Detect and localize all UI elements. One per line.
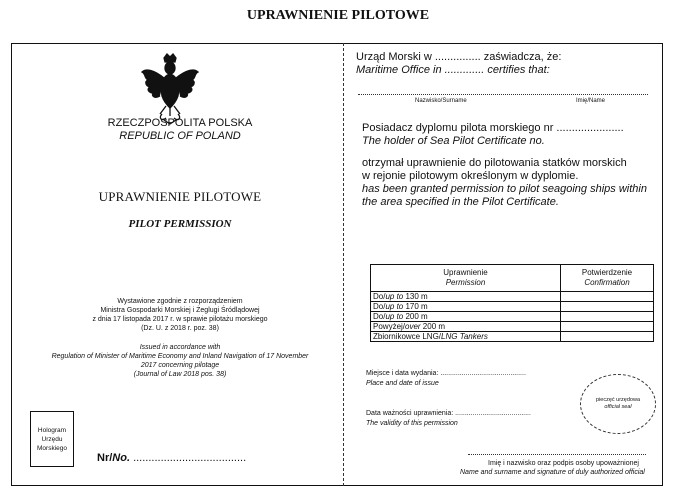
place-date-en: Place and date of issue (366, 380, 439, 387)
signature-label-en: Name and surname and signature of duly authorized official (460, 469, 645, 476)
granted-en-line2: the area specified in the Pilot Certificate. (362, 196, 559, 208)
table-header-row (371, 265, 654, 292)
issued-pl-line4: (Dz. U. z 2018 r. poz. 38) (141, 325, 219, 332)
issued-pl-line2: Ministra Gospodarki Morskiej i Żeglugi Śródlądowej (100, 307, 260, 314)
confirmation-cell (561, 312, 654, 322)
number-dots: ..................................... (130, 452, 247, 464)
validity-pl: Data ważności uprawnienia: ....................................... (366, 410, 531, 417)
table-row (371, 292, 654, 302)
official-seal-placeholder (580, 374, 656, 434)
row-value: 200 m (403, 312, 428, 321)
confirmation-cell (561, 292, 654, 302)
document-title-en: PILOT PERMISSION (128, 218, 232, 230)
signature-line (468, 452, 646, 455)
table-row (371, 332, 654, 342)
fold-divider (343, 43, 344, 486)
granted-en (362, 183, 647, 209)
row-label-en: up to (385, 292, 404, 301)
hologram-box (30, 411, 74, 467)
issued-en-line4: (Journal of Law 2018 pos. 38) (133, 371, 227, 378)
issued-en-line1: Issued in accordance with (139, 344, 221, 351)
permission-cell (371, 302, 561, 312)
row-label-en: over (405, 322, 421, 331)
office-statement-pl: Urząd Morski w ............... zaświadcza, że: (356, 51, 562, 63)
permission-cell (371, 322, 561, 332)
confirmation-cell (561, 302, 654, 312)
permission-header-en: Permission (445, 278, 486, 287)
country-name-pl: RZECZPOSPOLITA POLSKA (107, 117, 253, 129)
granted-en-line1: has been granted permission to pilot seagoing ships within (362, 183, 647, 195)
seal-label-pl: pieczęć urzędowa (595, 397, 641, 403)
hologram-line1: Hologram (37, 426, 67, 434)
validity-en: The validity of this permission (366, 420, 458, 427)
office-statement-en: Maritime Office in ............. certifies that: (356, 64, 550, 76)
table-row (371, 312, 654, 322)
issued-en-line2: Regulation of Minister of Maritime Economy and Inland Navigation of 17 November (51, 353, 309, 360)
table-row (371, 322, 654, 332)
row-label-en: up to (385, 312, 404, 321)
permission-header-pl: Uprawnienie (443, 268, 488, 277)
confirmation-header-pl: Potwierdzenie (581, 268, 633, 277)
number-label-en: No. (112, 452, 131, 464)
row-label-en: up to (385, 302, 404, 311)
document-title-pl: UPRAWNIENIE PILOTOWE (98, 189, 262, 204)
document-number (97, 452, 246, 464)
table-row (371, 302, 654, 312)
issued-pl-line3: z dnia 17 listopada 2017 r. w sprawie pilotażu morskiego (92, 316, 268, 323)
confirmation-cell (561, 332, 654, 342)
issued-legal-basis-en (20, 343, 340, 379)
signature-label-pl: Imię i nazwisko oraz podpis osoby upoważnionej (488, 460, 639, 467)
issued-pl-line1: Wystawione zgodnie z rozporządzeniem (117, 298, 243, 305)
issued-en-line3: 2017 concerning pilotage (140, 362, 220, 369)
polish-eagle-emblem (140, 52, 200, 126)
granted-pl-line2: w rejonie pilotowym określonym w dyplomie. (362, 170, 579, 182)
country-name-en: REPUBLIC OF POLAND (119, 130, 241, 142)
permission-table (370, 264, 654, 342)
permission-cell (371, 312, 561, 322)
permission-cell (371, 292, 561, 302)
row-label-pl: Zbiornikowce LNG/ (373, 332, 442, 341)
number-label-pl: Nr/ (97, 452, 113, 464)
row-label-en: LNG Tankers (441, 332, 488, 341)
issued-legal-basis-pl (30, 297, 330, 333)
granted-pl-line1: otrzymał uprawnienie do pilotowania statków morskich (362, 157, 627, 169)
permission-cell (371, 332, 561, 342)
name-fill-line (358, 92, 648, 95)
row-label-pl: Do/ (373, 292, 386, 301)
page-title: UPRAWNIENIE PILOTOWE (246, 8, 430, 23)
hologram-line2: Urzędu (41, 435, 63, 443)
row-label-pl: Do/ (373, 312, 386, 321)
place-date-pl: Miejsce i data wydania: ............................................ (366, 370, 526, 377)
granted-pl (362, 157, 627, 183)
row-value: 200 m (420, 322, 446, 331)
row-label-pl: Powyżej/ (373, 322, 406, 331)
row-label-pl: Do/ (373, 302, 386, 311)
seal-label-en: official seal (604, 404, 632, 410)
holder-diploma-en: The holder of Sea Pilot Certificate no. (362, 135, 545, 147)
holder-diploma-pl: Posiadacz dyplomu pilota morskiego nr ...................... (362, 122, 624, 134)
permission-column-header (371, 265, 561, 292)
confirmation-cell (561, 322, 654, 332)
row-value: 130 m (403, 292, 428, 301)
confirmation-header-en: Confirmation (584, 278, 630, 287)
hologram-line3: Morskiego (37, 444, 67, 452)
row-value: 170 m (403, 302, 428, 311)
first-name-label: Imię/Name (576, 98, 606, 104)
confirmation-column-header (561, 265, 654, 292)
surname-label: Nazwisko/Surname (415, 98, 467, 104)
